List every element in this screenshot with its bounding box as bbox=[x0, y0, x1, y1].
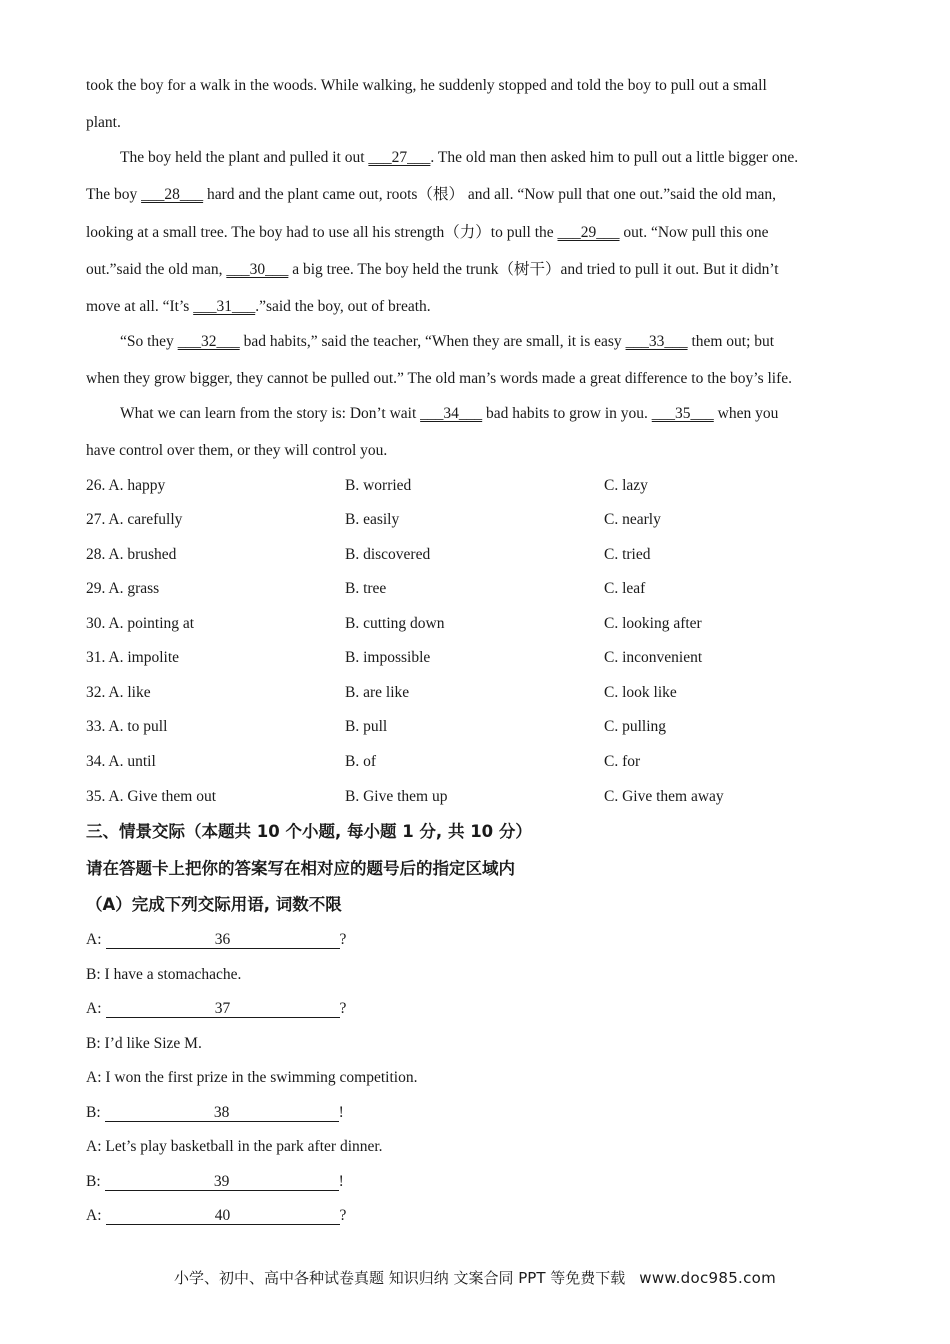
speaker: B: bbox=[86, 1173, 101, 1190]
section-instruction: 请在答题卡上把你的答案写在相对应的题号后的指定区域内 bbox=[86, 859, 515, 878]
option-a: 30. A. pointing at bbox=[86, 615, 195, 632]
passage-text: bad habits to grow in you. bbox=[482, 405, 652, 422]
option-c: C. lazy bbox=[604, 477, 648, 494]
line-end: ? bbox=[339, 1207, 347, 1224]
option-a: 32. A. like bbox=[86, 684, 151, 701]
dialogue-line bbox=[86, 999, 346, 1019]
passage-text: looking at a small tree. The boy had to use all his strength（力）to pull the bbox=[86, 224, 558, 241]
dialogue-line bbox=[86, 1172, 344, 1192]
passage-line bbox=[86, 185, 870, 205]
speaker: A: bbox=[86, 1069, 102, 1086]
option-b: B. cutting down bbox=[345, 615, 445, 632]
answer-blank-40[interactable]: 40 bbox=[106, 1207, 340, 1225]
answer-blank-36[interactable]: 36 bbox=[106, 931, 340, 949]
passage-line bbox=[120, 404, 870, 424]
part-a-title: （A）完成下列交际用语, 词数不限 bbox=[86, 895, 342, 914]
dialogue-line bbox=[86, 1034, 202, 1054]
blank-31: ___31___ bbox=[193, 298, 256, 315]
speaker: B: bbox=[86, 966, 101, 983]
passage-text: out.”said the old man, bbox=[86, 261, 227, 278]
option-c: C. for bbox=[604, 753, 641, 770]
option-b: B. pull bbox=[345, 718, 388, 735]
passage-line bbox=[120, 332, 870, 352]
option-c: C. nearly bbox=[604, 511, 661, 528]
answer-blank-38[interactable]: 38 bbox=[105, 1104, 339, 1122]
blank-35: ___35___ bbox=[651, 405, 714, 422]
passage-text: What we can learn from the story is: Don’t wait bbox=[120, 405, 421, 422]
option-a: 33. A. to pull bbox=[86, 718, 168, 735]
dialogue-text: I won the first prize in the swimming competition. bbox=[105, 1069, 418, 1086]
passage-text: them out; but bbox=[687, 333, 775, 350]
passage-text: hard and the plant came out, roots（根） and all. “Now pull that one out.”said the old man, bbox=[203, 186, 777, 203]
option-b: B. Give them up bbox=[345, 788, 448, 805]
option-b: B. of bbox=[345, 753, 376, 770]
option-c: C. look like bbox=[604, 684, 677, 701]
option-c: C. inconvenient bbox=[604, 649, 703, 666]
option-b: B. impossible bbox=[345, 649, 431, 666]
speaker: B: bbox=[86, 1104, 101, 1121]
line-end: ! bbox=[338, 1104, 344, 1121]
passage-text: out. “Now pull this one bbox=[619, 224, 769, 241]
dialogue-line bbox=[86, 1103, 344, 1123]
dialogue-text: I have a stomachache. bbox=[104, 966, 242, 983]
dialogue-text: I’d like Size M. bbox=[104, 1035, 202, 1052]
speaker: A: bbox=[86, 1000, 102, 1017]
line-end: ? bbox=[339, 931, 347, 948]
footer bbox=[0, 1268, 950, 1288]
footer-link[interactable]: www.doc985.com bbox=[639, 1269, 777, 1287]
option-c: C. leaf bbox=[604, 580, 646, 597]
option-a: 34. A. until bbox=[86, 753, 156, 770]
option-a: 29. A. grass bbox=[86, 580, 160, 597]
option-a: 26. A. happy bbox=[86, 477, 166, 494]
passage-text: have control over them, or they will control you. bbox=[86, 442, 388, 459]
option-b: B. worried bbox=[345, 477, 412, 494]
answer-blank-39[interactable]: 39 bbox=[105, 1173, 339, 1191]
answer-blank-37[interactable]: 37 bbox=[106, 1000, 340, 1018]
line-end: ? bbox=[339, 1000, 347, 1017]
dialogue-line bbox=[86, 1137, 383, 1157]
passage-line bbox=[120, 148, 870, 168]
line-end: ! bbox=[338, 1173, 344, 1190]
speaker: B: bbox=[86, 1035, 101, 1052]
option-c: C. tried bbox=[604, 546, 651, 563]
speaker: A: bbox=[86, 931, 102, 948]
option-c: C. Give them away bbox=[604, 788, 724, 805]
option-c: C. looking after bbox=[604, 615, 702, 632]
passage-line bbox=[86, 369, 870, 389]
section-title: 三、情景交际（本题共 10 个小题, 每小题 1 分, 共 10 分） bbox=[86, 822, 532, 841]
option-a: 31. A. impolite bbox=[86, 649, 179, 666]
dialogue-line bbox=[86, 1068, 417, 1088]
passage-text: bad habits,” said the teacher, “When they are small, it is easy bbox=[239, 333, 626, 350]
dialogue-line bbox=[86, 1206, 346, 1226]
dialogue-line bbox=[86, 930, 346, 950]
blank-32: ___32___ bbox=[177, 333, 240, 350]
option-b: B. are like bbox=[345, 684, 410, 701]
blank-30: ___30___ bbox=[226, 261, 289, 278]
option-b: B. easily bbox=[345, 511, 400, 528]
passage-text: when you bbox=[713, 405, 779, 422]
passage-text: .”said the boy, out of breath. bbox=[255, 298, 431, 315]
speaker: A: bbox=[86, 1207, 102, 1224]
option-a: 27. A. carefully bbox=[86, 511, 183, 528]
blank-28: ___28___ bbox=[141, 186, 204, 203]
blank-34: ___34___ bbox=[420, 405, 483, 422]
option-b: B. tree bbox=[345, 580, 387, 597]
passage-text: . The old man then asked him to pull out a little bigger one. bbox=[430, 149, 799, 166]
passage-text: a big tree. The boy held the trunk（树干）and tried to pull it out. But it didn’t bbox=[288, 261, 779, 278]
option-c: C. pulling bbox=[604, 718, 667, 735]
passage-line bbox=[86, 113, 870, 133]
option-b: B. discovered bbox=[345, 546, 431, 563]
passage-text: “So they bbox=[120, 333, 178, 350]
blank-29: ___29___ bbox=[557, 224, 620, 241]
blank-33: ___33___ bbox=[625, 333, 688, 350]
dialogue-text: Let’s play basketball in the park after dinner. bbox=[105, 1138, 383, 1155]
dialogue-line bbox=[86, 965, 241, 985]
passage-text: The boy bbox=[86, 186, 142, 203]
passage-line bbox=[86, 223, 870, 243]
passage-text: took the boy for a walk in the woods. While walking, he suddenly stopped and told the boy to pull out a small bbox=[86, 77, 767, 94]
passage-text: when they grow bigger, they cannot be pulled out.” The old man’s words made a great difference to the boy’s life. bbox=[86, 370, 792, 387]
passage-line bbox=[86, 297, 870, 317]
passage-text: move at all. “It’s bbox=[86, 298, 194, 315]
passage-text: plant. bbox=[86, 114, 121, 131]
speaker: A: bbox=[86, 1138, 102, 1155]
passage-line bbox=[86, 260, 870, 280]
option-a: 35. A. Give them out bbox=[86, 788, 217, 805]
passage-line bbox=[86, 441, 870, 461]
blank-27: ___27___ bbox=[368, 149, 431, 166]
footer-text: 小学、初中、高中各种试卷真题 知识归纳 文案合同 PPT 等免费下载 bbox=[173, 1269, 626, 1287]
passage-line bbox=[86, 76, 870, 96]
option-a: 28. A. brushed bbox=[86, 546, 177, 563]
passage-text: The boy held the plant and pulled it out bbox=[120, 149, 369, 166]
